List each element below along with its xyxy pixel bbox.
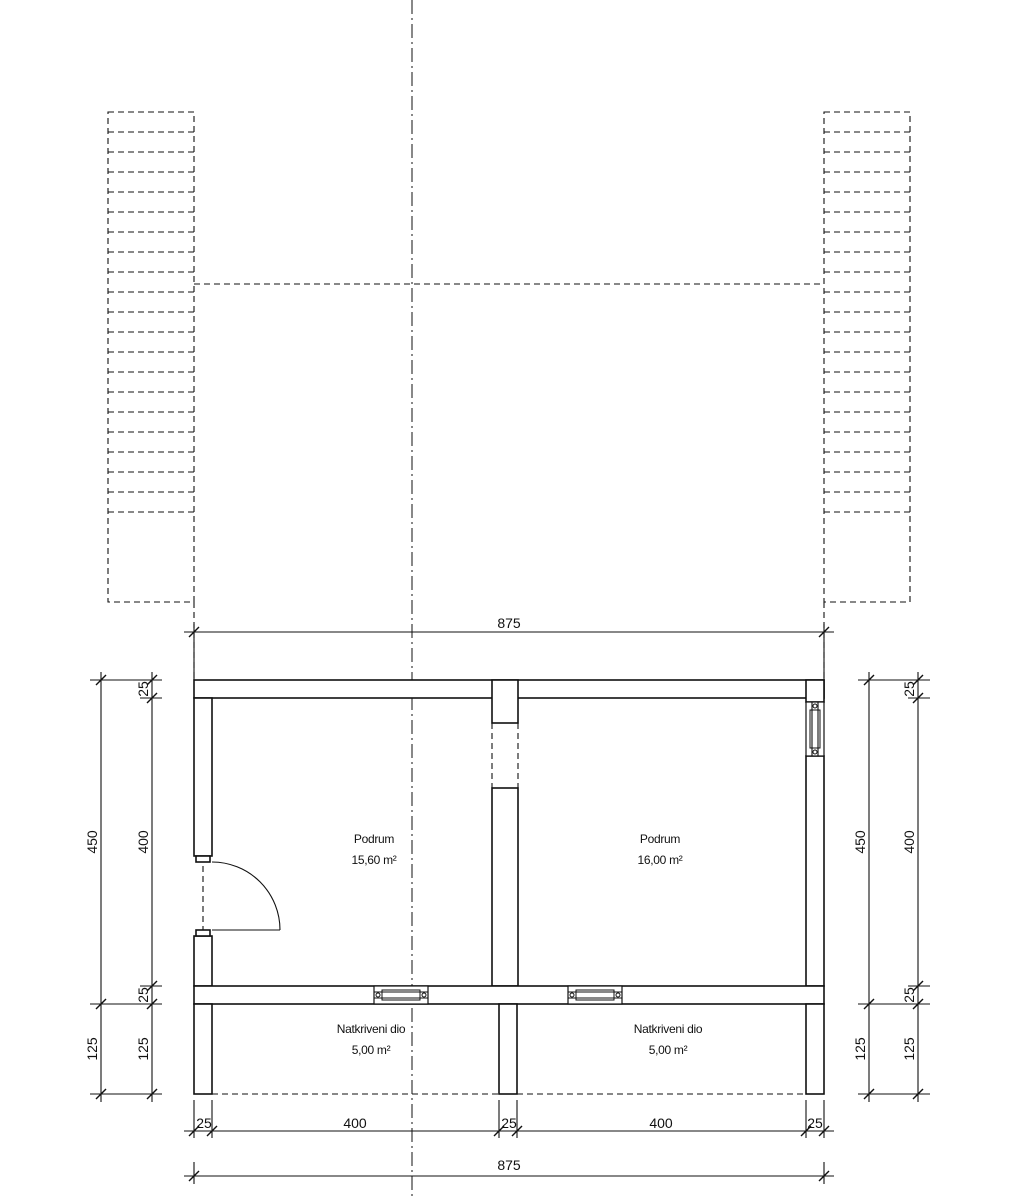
wall-left-upper: [194, 698, 212, 856]
dim-right-inner: 125: [901, 1037, 917, 1061]
dim-left-inner: 25: [135, 987, 151, 1003]
door-frame-bottom: [196, 930, 210, 936]
dim-right-inner: 25: [901, 681, 917, 697]
walls: [194, 680, 824, 1094]
room-name: Podrum: [353, 832, 395, 846]
dim-right-outer: 450: [852, 830, 868, 854]
room-labels: [337, 832, 703, 1057]
dim-left-inner: 125: [135, 1037, 151, 1061]
dim-left-outer: 450: [84, 830, 100, 854]
left-dimensions: [84, 672, 162, 1102]
room-area: 15,60 m²: [351, 853, 397, 867]
dim-segment: 400: [649, 1115, 673, 1131]
window-bottom-right: [568, 986, 622, 1004]
dim-top-total: 875: [497, 615, 521, 631]
room-area: 5,00 m²: [351, 1043, 391, 1057]
wall-right-lower: [806, 756, 824, 986]
wall-left-lower: [194, 936, 212, 986]
wall-right-top: [806, 680, 824, 702]
room-name: Podrum: [639, 832, 681, 846]
dim-right-inner: 25: [901, 987, 917, 1003]
door: [194, 856, 280, 936]
dim-right-outer: 125: [852, 1037, 868, 1061]
right-stair-outline: [824, 112, 910, 602]
porch-column-left: [194, 1004, 212, 1094]
door-frame-top: [196, 856, 210, 862]
room-area: 16,00 m²: [637, 853, 683, 867]
dim-segment: 25: [501, 1115, 517, 1131]
wall-middle-upper: [492, 680, 518, 723]
window-bottom-left: [374, 986, 428, 1004]
dim-left-outer: 125: [84, 1037, 100, 1061]
dim-bottom-total: 875: [497, 1157, 521, 1173]
dim-left-inner: 25: [135, 681, 151, 697]
room-name: Natkriveni dio: [633, 1022, 703, 1036]
dim-segment: 25: [807, 1115, 823, 1131]
dim-segment: 25: [196, 1115, 212, 1131]
room-name: Natkriveni dio: [336, 1022, 406, 1036]
window-right-wall: [806, 702, 824, 756]
dim-left-inner: 400: [135, 830, 151, 854]
left-stair-outline: [108, 112, 194, 602]
roof-outline: [108, 112, 910, 680]
door-swing-arc: [212, 862, 280, 930]
dim-segment: 400: [343, 1115, 367, 1131]
dim-right-inner: 400: [901, 830, 917, 854]
stair-treads: [108, 132, 910, 512]
wall-middle-lower: [492, 788, 518, 986]
right-dimensions: [852, 672, 930, 1102]
windows: [374, 702, 824, 1004]
room-area: 5,00 m²: [648, 1043, 688, 1057]
porch-column-right: [806, 1004, 824, 1094]
porch-column-middle: [499, 1004, 517, 1094]
wall-bottom: [194, 986, 824, 1004]
